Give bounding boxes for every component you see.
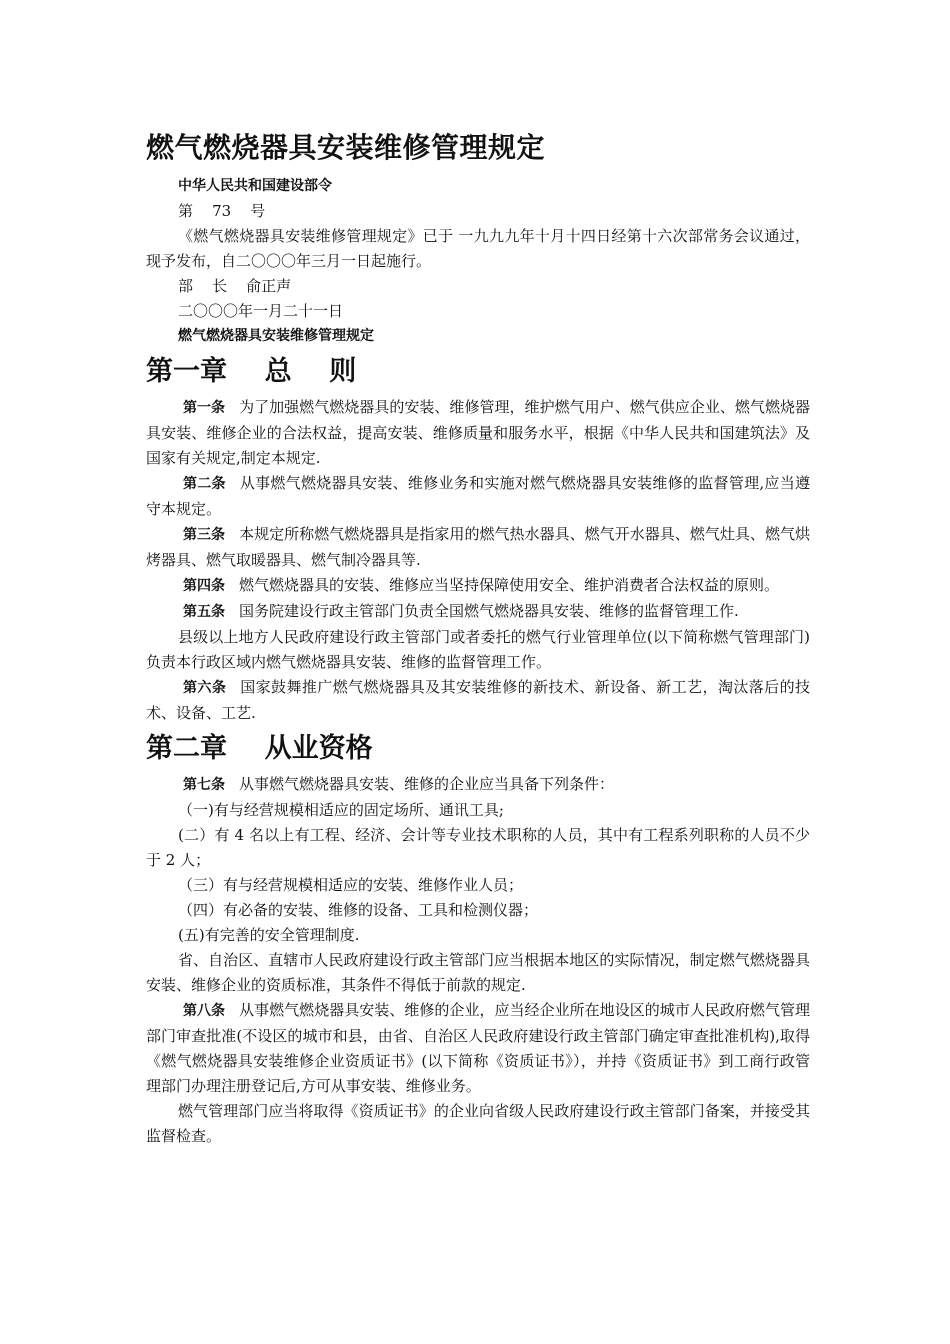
article-label: 第六条 xyxy=(183,680,227,696)
article-6 xyxy=(146,675,810,726)
decree-issuer: 中华人民共和国建设部令 xyxy=(178,178,332,194)
article-2 xyxy=(146,471,810,522)
article-text: 国务院建设行政主管部门负责全国燃气燃烧器具安装、维修的监督管理工作. xyxy=(239,602,739,620)
document-title: 燃气燃烧器具安装维修管理规定 xyxy=(146,131,546,164)
decree-number: 第 73 号 xyxy=(178,202,266,220)
list-item: （三）有与经营规模相适应的安装、维修作业人员； xyxy=(178,876,524,894)
list-item: （一)有与经营规模相适应的固定场所、通讯工具; xyxy=(178,801,504,819)
article-7 xyxy=(146,772,810,798)
article-label: 第七条 xyxy=(183,777,225,793)
decree-minister: 部 长 俞正声 xyxy=(178,277,292,295)
article-5-paragraph-2: 县级以上地方人民政府建设行政主管部门或者委托的燃气行业管理单位(以下简称燃气管理部门)负责本行政区域内燃气燃烧器具安装、维修的监督管理工作。 xyxy=(146,628,810,671)
article-label: 第一条 xyxy=(183,400,226,416)
article-8 xyxy=(146,998,810,1099)
article-8-paragraph-2: 燃气管理部门应当将取得《资质证书》的企业向省级人民政府建设行政主管部门备案，并接受其监督检查。 xyxy=(146,1102,810,1145)
article-1 xyxy=(146,395,810,471)
decree-date: 二〇〇〇年一月二十一日 xyxy=(178,302,344,320)
article-text: 燃气燃烧器具的安装、维修应当坚持保障使用安全、维护消费者合法权益的原则。 xyxy=(239,576,780,594)
list-item: （四）有必备的安装、维修的设备、工具和检测仪器； xyxy=(178,901,539,919)
article-text: 从事燃气燃烧器具安装、维修的企业应当具备下列条件： xyxy=(239,775,615,793)
list-item: (五)有完善的安全管理制度. xyxy=(178,926,360,944)
article-3 xyxy=(146,522,810,573)
list-item: (二）有 4 名以上有工程、经济、会计等专业技术职称的人员，其中有工程系列职称的人员不少于 2 人； xyxy=(146,826,810,869)
chapter-1-heading: 第一章 总 则 xyxy=(146,356,357,387)
document-page xyxy=(146,128,810,1149)
decree-intro: 《燃气燃烧器具安装维修管理规定》已于 一九九九年十月十四日经第十六次部常务会议通过，现予发布，自二〇〇〇年三月一日起施行。 xyxy=(146,227,810,270)
article-text: 从事燃气燃烧器具安装、维修的企业，应当经企业所在地设区的城市人民政府燃气管理部门审查批准(不设区的城市和县，由省、自治区人民政府建设行政主管部门确定审查批准机构),取得《燃气燃烧器具安装维修企业资质证书》(以下简称《资质证书》），并持《资质证书》到工商行政管理部门办理注册登记后,方可从事安装、维修业务。 xyxy=(146,1001,810,1095)
article-label: 第五条 xyxy=(183,604,225,620)
article-label: 第四条 xyxy=(183,578,225,594)
chapter-2-heading: 第二章 从业资格 xyxy=(146,733,373,764)
article-5 xyxy=(146,599,810,625)
article-text: 本规定所称燃气燃烧器具是指家用的燃气热水器具、燃气开水器具、燃气灶具、燃气烘烤器具、燃气取暖器具、燃气制冷器具等. xyxy=(146,525,810,569)
article-text: 为了加强燃气燃烧器具的安装、维修管理，维护燃气用户、燃气供应企业、燃气燃烧器具安装、维修企业的合法权益，提高安装、维修质量和服务水平，根据《中华人民共和国建筑法》及国家有关规定,制定本规定. xyxy=(146,398,810,467)
article-label: 第二条 xyxy=(183,476,226,492)
article-text: 国家鼓舞推广燃气燃烧器具及其安装维修的新技术、新设备、新工艺，淘汰落后的技术、设备、工艺. xyxy=(146,678,810,722)
article-4 xyxy=(146,573,810,599)
article-7-paragraph-2: 省、自治区、直辖市人民政府建设行政主管部门应当根据本地区的实际情况，制定燃气燃烧器具安装、维修企业的资质标准，其条件不得低于前款的规定. xyxy=(146,951,810,994)
article-text: 从事燃气燃烧器具安装、维修业务和实施对燃气燃烧器具安装维修的监督管理,应当遵守本规定。 xyxy=(146,474,810,518)
article-label: 第八条 xyxy=(183,1003,226,1019)
article-label: 第三条 xyxy=(183,527,226,543)
decree-subtitle: 燃气燃烧器具安装维修管理规定 xyxy=(178,328,374,344)
